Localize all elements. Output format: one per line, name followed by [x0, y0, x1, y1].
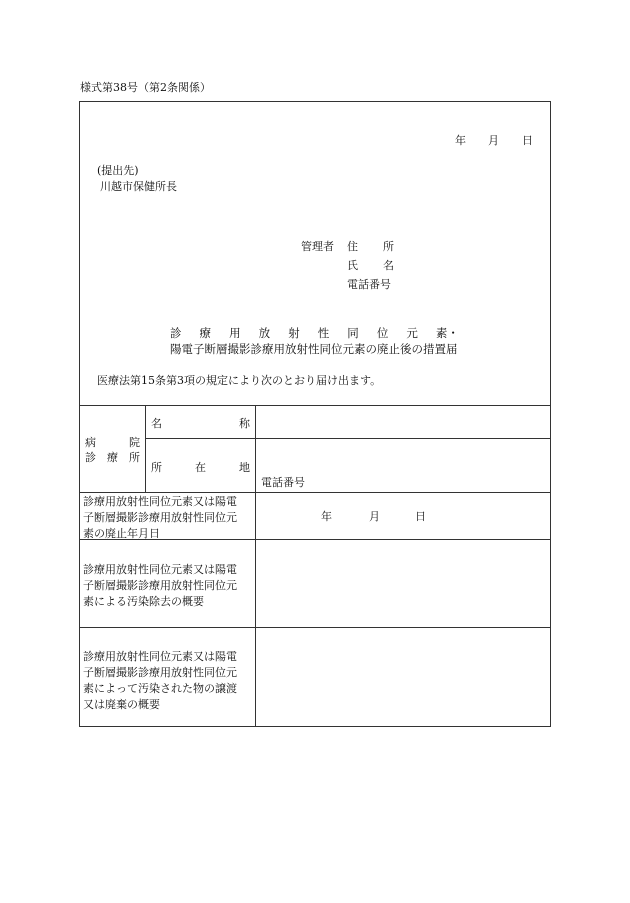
manager-name-label: 氏 名 [347, 259, 394, 272]
date-year-label: 年 [455, 134, 466, 147]
abolition-month-label: 月 [369, 510, 380, 523]
disposal-label: 診療用放射性同位元素又は陽電 子断層撮影診療用放射性同位元 素によって汚染された物の譲渡 又は廃棄の概要 [83, 650, 237, 711]
recipient-label: (提出先) [97, 164, 139, 177]
form-frame [79, 101, 551, 727]
facility-name-label: 名 称 [151, 417, 250, 430]
recipient-name: 川越市保健所長 [100, 180, 177, 193]
document-title-line1: 診 療 用 放 射 性 同 位 元 素・ [170, 326, 459, 340]
manager-phone-label: 電話番号 [347, 278, 391, 291]
table-row-separator-1 [79, 492, 551, 493]
facility-label-clinic: 診 療 所 [85, 451, 140, 464]
manager-label: 管理者 [301, 240, 334, 253]
manager-address-label: 住 所 [347, 240, 394, 253]
date-day-label: 日 [522, 134, 533, 147]
statement-text: 医療法第15条第3項の規定により次のとおり届け出ます。 [97, 374, 382, 387]
table-top-line [79, 405, 551, 406]
facility-location-label: 所 在 地 [151, 461, 250, 474]
table-label-divider [255, 405, 256, 727]
form-id: 様式第38号（第2条関係） [80, 81, 211, 94]
table-name-separator [145, 438, 551, 439]
date-month-label: 月 [488, 134, 499, 147]
document-title-line2: 陽電子断層撮影診療用放射性同位元素の廃止後の措置届 [170, 342, 458, 356]
facility-phone-label: 電話番号 [261, 476, 305, 489]
abolition-date-label: 診療用放射性同位元素又は陽電 子断層撮影診療用放射性同位元 素の廃止年月日 [83, 495, 237, 540]
table-row-separator-3 [79, 627, 551, 628]
abolition-day-label: 日 [415, 510, 426, 523]
abolition-year-label: 年 [321, 510, 332, 523]
table-facility-divider [145, 405, 146, 492]
decontamination-label: 診療用放射性同位元素又は陽電 子断層撮影診療用放射性同位元 素による汚染除去の概要 [83, 563, 237, 608]
facility-label-hospital: 病 院 [85, 436, 140, 449]
